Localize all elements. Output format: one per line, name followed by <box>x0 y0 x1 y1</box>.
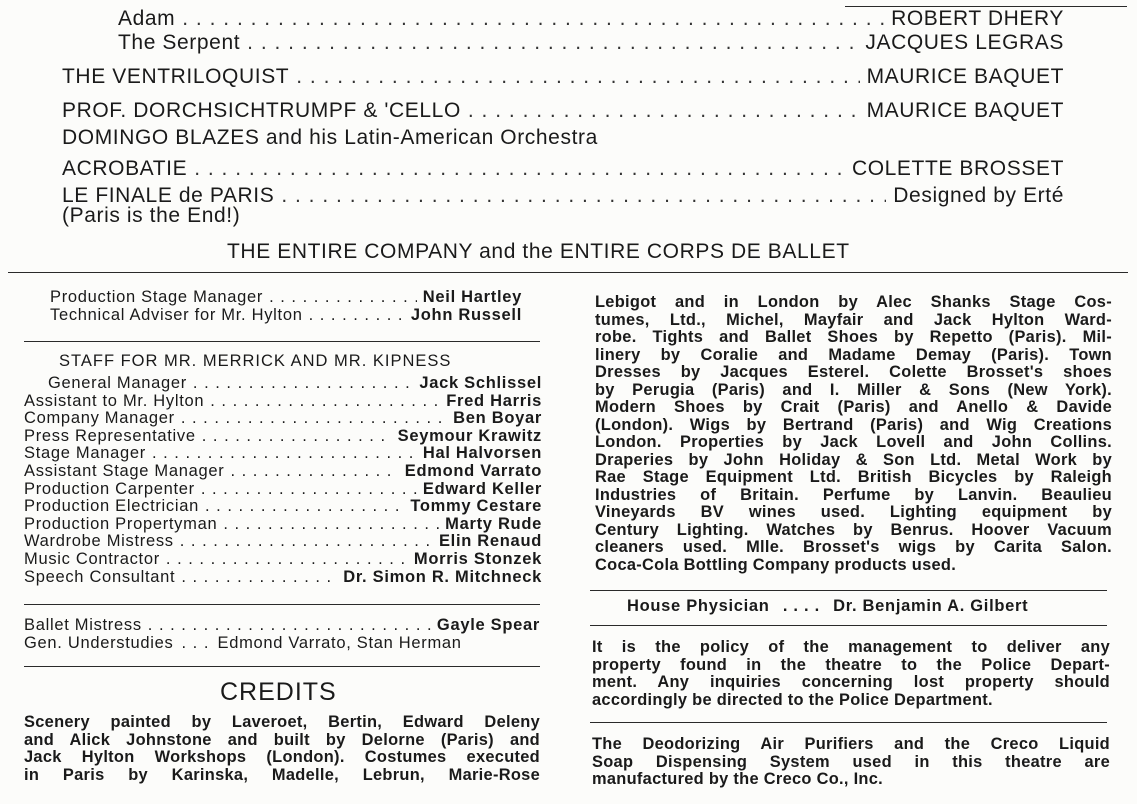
dot-leader: . . . . <box>782 597 820 615</box>
credit-role: Ballet Mistress <box>24 616 142 634</box>
text-line: Jack Hylton Workshops (London). Costumes executed <box>24 748 540 766</box>
staff-row <box>24 569 542 587</box>
credit-row <box>24 617 540 635</box>
staff-role: Wardrobe Mistress <box>24 532 174 551</box>
text-line: Scenery painted by Laveroet, Bertin, Edward Deleny <box>24 713 540 731</box>
purifier-paragraph <box>592 736 1110 789</box>
dot-leader <box>152 445 417 463</box>
physician-name: Dr. Benjamin A. Gilbert <box>833 597 1029 615</box>
text-line: (London). Wigs by Bertrand (Paris) and Wig Creations <box>595 415 1112 434</box>
text-line: property found in the theatre to the Police Depart- <box>592 655 1110 674</box>
left-rule <box>24 604 540 605</box>
dot-leader <box>193 375 413 393</box>
staff-heading: STAFF FOR MR. MERRICK AND MR. KIPNESS <box>59 352 452 370</box>
credits-paragraph-right <box>595 294 1112 574</box>
program-performer: MAURICE BAQUET <box>866 65 1064 88</box>
right-rule <box>590 625 1107 626</box>
credit-name: Edmond Varrato, Stan Herman <box>217 634 462 652</box>
text-line: Industries of Britain. Perfume by Lanvin. Beaulieu <box>595 485 1112 504</box>
dot-leader <box>181 569 337 587</box>
staff-name: Ben Boyar <box>453 409 542 428</box>
staff-role: Production Electrician <box>24 497 199 516</box>
staff-name: Edward Keller <box>422 479 542 498</box>
staff-row <box>48 375 542 393</box>
program-item-label: THE VENTRILOQUIST <box>62 65 290 88</box>
staff-role: Speech Consultant <box>24 567 176 586</box>
left-rule <box>24 341 540 342</box>
text-line: Lebigot and in London by Alec Shanks Stage Cos- <box>595 293 1112 311</box>
dot-leader <box>296 65 859 89</box>
company-line: THE ENTIRE COMPANY and the ENTIRE CORPS DE BALLET <box>227 240 850 263</box>
staff-role: Stage Manager <box>24 444 146 463</box>
dot-leader <box>194 157 845 181</box>
credit-role: Technical Adviser for Mr. Hylton <box>50 306 303 324</box>
staff-role: Assistant Stage Manager <box>24 462 225 480</box>
staff-row <box>24 498 542 516</box>
credits-title: CREDITS <box>220 678 337 706</box>
program-item-label: LE FINALE de PARIS <box>62 184 275 207</box>
dot-leader <box>180 533 433 551</box>
credit-row <box>50 289 522 307</box>
staff-row <box>24 410 542 428</box>
text-line: tumes, Ltd., Michel, Mayfair and Jack Hylton Ward- <box>595 310 1112 329</box>
staff-row <box>24 428 542 446</box>
right-rule <box>590 590 1107 591</box>
text-line: Draperies by John Holiday & Son Ltd. Metal Work by <box>595 450 1112 469</box>
staff-row <box>24 393 542 411</box>
dot-leader <box>230 463 398 481</box>
staff-name: Elin Renaud <box>438 532 542 551</box>
credits-paragraph-left <box>24 714 540 784</box>
staff-role: Assistant to Mr. Hylton <box>24 391 205 410</box>
text-line: linery by Coralie and Madame Demay (Paris). Town <box>595 345 1112 364</box>
program-row <box>62 99 1064 123</box>
dot-leader <box>181 635 209 653</box>
text-line: Soap Dispensing System used in this theatre are <box>592 752 1110 771</box>
staff-role: Production Carpenter <box>24 479 195 498</box>
program-item-label: Adam <box>118 7 176 30</box>
staff-row <box>24 551 542 569</box>
text-line: by Perugia (Paris) and I. Miller & Sons (New York). <box>595 380 1112 399</box>
staff-row <box>24 533 542 551</box>
staff-name: Morris Stonzek <box>413 550 542 568</box>
dot-leader <box>281 184 886 208</box>
staff-name: Hal Halvorsen <box>422 444 542 463</box>
dot-leader <box>205 498 404 516</box>
dot-leader <box>148 617 431 635</box>
dot-leader <box>166 551 408 569</box>
dot-leader <box>309 307 405 325</box>
staff-role: Company Manager <box>24 409 175 428</box>
staff-row <box>24 516 542 534</box>
dot-leader <box>201 481 417 499</box>
dot-leader <box>182 7 884 31</box>
program-performer: Designed by Erté <box>893 184 1064 207</box>
text-line: Modern Shoes by Crait (Paris) and Anello & Davide <box>595 398 1112 416</box>
staff-row <box>24 463 542 481</box>
text-line: accordingly be directed to the Police Department. <box>592 690 993 709</box>
dot-leader <box>468 99 860 123</box>
text-line: Dresses by Jacques Esterel. Colette Brosset's shoes <box>595 363 1112 381</box>
staff-role: Production Propertyman <box>24 514 218 533</box>
program-performer: JACQUES LEGRAS <box>865 31 1064 54</box>
text-line: Vineyards BV wines used. Lighting equipment by <box>595 503 1112 521</box>
text-line: Rae Stage Equipment Ltd. British Bicycles by Raleigh <box>595 468 1112 486</box>
dot-leader <box>202 428 392 446</box>
left-rule <box>24 666 540 667</box>
staff-role: General Manager <box>48 374 187 392</box>
credit-name: Gayle Spear <box>436 616 540 634</box>
credit-row <box>24 635 540 653</box>
text-line: Coca-Cola Bottling Company products used. <box>595 555 957 574</box>
staff-name: Dr. Simon R. Mitchneck <box>343 567 542 586</box>
program-performer: MAURICE BAQUET <box>866 99 1064 122</box>
staff-name: Seymour Krawitz <box>397 426 542 445</box>
text-line: ment. Any inquiries concerning lost property should <box>592 673 1110 691</box>
staff-name: Marty Rude <box>445 514 542 533</box>
program-row <box>62 65 1064 89</box>
staff-row <box>24 445 542 463</box>
policy-paragraph <box>592 639 1110 709</box>
program-performer: COLETTE BROSSET <box>851 157 1064 180</box>
text-line: robe. Tights and Ballet Shoes by Repetto (Paris). Mil- <box>595 328 1112 346</box>
text-line: It is the policy of the management to deliver any <box>592 638 1110 656</box>
program-performer: ROBERT DHERY <box>891 7 1064 30</box>
program-item-label: ACROBATIE <box>62 157 188 180</box>
credit-role: Production Stage Manager <box>50 288 264 306</box>
text-line: and Alick Johnstone and built by Delorne (Paris) and <box>24 730 540 749</box>
dot-leader <box>223 516 439 534</box>
staff-name: Tommy Cestare <box>410 497 542 516</box>
right-rule <box>590 722 1107 723</box>
program-row <box>118 7 1064 31</box>
program-item-label: PROF. DORCHSICHTRUMPF & 'CELLO <box>62 99 461 122</box>
program-item-label: The Serpent <box>118 31 241 54</box>
dot-leader <box>247 31 858 55</box>
staff-row <box>24 481 542 499</box>
staff-name: Jack Schlissel <box>419 374 542 392</box>
credit-name: Neil Hartley <box>422 288 522 306</box>
text-line: Century Lighting. Watches by Benrus. Hoover Vacuum <box>595 520 1112 539</box>
text-line: in Paris by Karinska, Madelle, Lebrun, Marie-Rose <box>24 765 540 784</box>
program-item-label: DOMINGO BLAZES and his Latin-American Orchestra <box>62 126 598 149</box>
text-line: London. Properties by Jack Lovell and John Collins. <box>595 433 1112 451</box>
credit-role: Gen. Understudies <box>24 634 174 652</box>
text-line: manufactured by the Creco Co., Inc. <box>592 770 884 788</box>
program-item-label: (Paris is the End!) <box>62 204 241 227</box>
dot-leader <box>181 410 447 428</box>
program-row <box>62 157 1064 181</box>
text-line: cleaners used. Mlle. Brosset's wigs by Carita Salon. <box>595 538 1112 556</box>
dot-leader <box>269 289 417 307</box>
dot-leader <box>210 393 440 411</box>
physician-role: House Physician <box>627 597 770 615</box>
staff-role: Press Representative <box>24 426 196 445</box>
section-rule <box>8 272 1128 273</box>
credit-row <box>50 307 522 325</box>
staff-role: Music Contractor <box>24 550 160 568</box>
physician-row <box>627 597 1028 616</box>
text-line: The Deodorizing Air Purifiers and the Creco Liquid <box>592 735 1110 753</box>
program-row <box>118 31 1064 55</box>
staff-name: Fred Harris <box>446 391 542 410</box>
credit-name: John Russell <box>410 306 522 324</box>
staff-name: Edmond Varrato <box>404 462 542 480</box>
